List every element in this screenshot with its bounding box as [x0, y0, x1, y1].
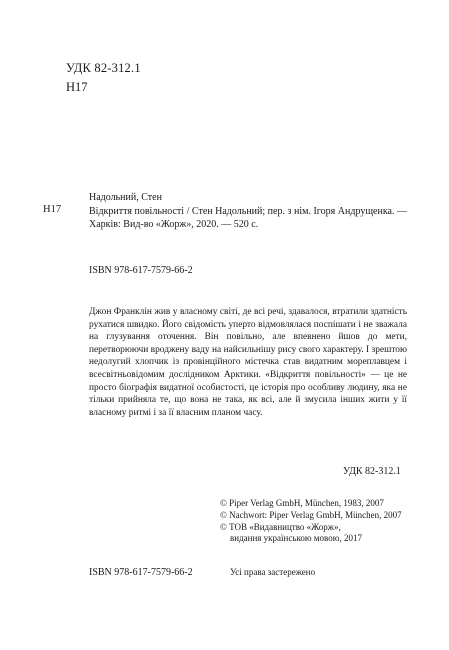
copyright-line: © Nachwort: Piper Verlag GmbH, München, 2007	[220, 509, 402, 520]
copyright-line: видання українською мовою, 2017	[230, 533, 362, 544]
author-code-top: Н17	[66, 80, 88, 94]
udk-code-top: УДК 82-312.1	[66, 61, 141, 75]
biblio-description: Відкриття повільності / Стен Надольний; пер. з нім. Ігоря Андрущенка. — Харків: Вид-во «Жорж», 2020. — 520 с.	[89, 205, 407, 230]
isbn-middle: ISBN 978-617-7579-66-2	[89, 265, 193, 276]
copyright-line: © Piper Verlag GmbH, München, 1983, 2007	[220, 498, 384, 508]
bibliographic-record	[89, 191, 407, 232]
annotation-text: Джон Франклін жив у власному світі, де всі речі, здавалося, втратили здатність рухатися швидко. Його свідомість уперто відмовлялася поспішати і не зважала на глузування оточення. Він повільно, але впевнено йшов до мети, перетворюючи вроджену ваду на найсильнішу рису свого характеру. І зрештою недолугий хлопчик із провінційного містечка став видатним мореплавцем і всесвітньовідомим дослідником Арктики. «Відкриття повільності» — це не просто біографія видатної особистості, це історія про особливу людину, яка не тільки прийняла те, що вона не така, як всі, але й змусила інших жити у її власному ритмі і за її власним планом часу.	[89, 307, 407, 418]
copyright-block	[220, 498, 420, 545]
author-code-side: Н17	[43, 204, 62, 215]
biblio-author: Надольний, Стен	[89, 192, 162, 203]
copyright-line: © ТОВ «Видавництво «Жорж»,	[220, 521, 341, 532]
rights-reserved: Усі права застережено	[230, 567, 316, 577]
udk-code-bottom: УДК 82-312.1	[343, 466, 401, 477]
isbn-bottom: ISBN 978-617-7579-66-2	[89, 567, 193, 578]
